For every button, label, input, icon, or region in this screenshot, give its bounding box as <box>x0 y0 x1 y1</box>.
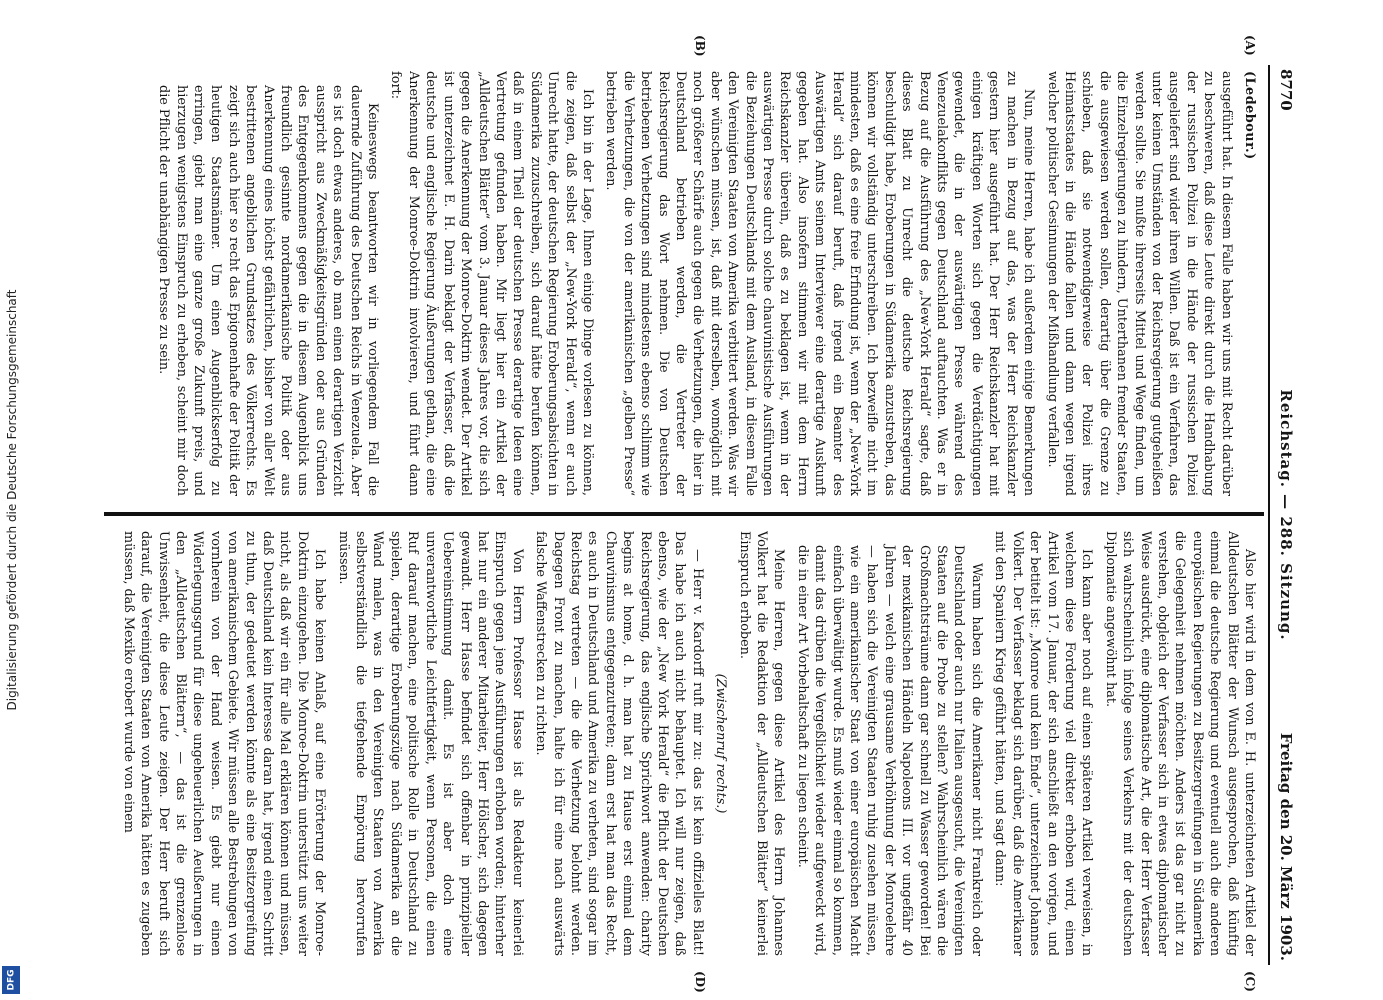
paragraph: ausgeführt hat. In diesem Falle haben wir uns mit Recht darüber zu beschweren, daß diese Leute direkt durch die Handhabung der russischen Polizei in die Hände der russischen Polizei ausgeliefert sind wider ihren Willen. Daß ist ein Verfahren, das unter keinen Umständen von der Reichsregierung gutgeheißen werden sollte. Sie mußte ihrerseits Mittel und Wege finden, um die Einzelregierungen zu hindern, Unterthanen fremder Staaten, die ausgewiesen werden sollen, derartig über die Grenze zu schieben, daß sie notwendigerweise der Polizei ihres Heimatsstaates in die Hände fallen und dann wegen irgend welcher politischer Gesinnungen der Mißhandlung verfallen. <box>1044 71 1234 496</box>
paragraph: Meine Herren, gegen diese Artikel des Herrn Johannes Volkert hat die Redaktion der „Alldeutschen Blätter“ keinerlei Einspruch erhoben. <box>736 531 787 956</box>
left-column <box>108 71 1258 496</box>
interjection: (Zwischenruf rechts.) <box>713 673 729 814</box>
paragraph: — Herr v. Kardorff ruft mir zu: das ist kein offizielles Blatt! Das habe ich auch nicht behauptet. Ich will nur zeigen, daß ebenso, wie der „New York Herald“ die Pflicht der Deutschen Reichsregierung, das englische Sprichwort anwenden: charity begins at home, d. h. man hat zu Hause erst einmal dem Chauvinismus entgegenzutreten; dann erst hat man das Recht, es auch in Deutschland und Amerika zu verheten, sind sogar im Reichstag vertreten — die die Verhetzung belohnt werden. Dagegen Front zu machen, halte ich für eine nach auswärts falsche Waffenstrecken zu richten. <box>533 531 705 956</box>
digitization-note: Digitalisierung gefördert durch die Deutsche Forschungsgemeinschaft <box>5 289 19 711</box>
page-number: 8770 <box>1277 69 1295 111</box>
paragraph: Von Herrn Professor Hasse ist als Redakteur keinerlei Einspruch gegen jene Ausführungen erhoben worden; hinterher hat nur ein anderer Mitarbeiter, Herr Hölscher, sich dagegen gewandt. Herr Hasse befindet sich offenbar in prinzipieller Uebereinstimmung damit. Es ist aber doch eine unverantwortliche Leichtfertigkeit, wenn Personen, die einen Ruf darauf machen, eine politische Rolle in Deutschland zu spielen, derartige Eroberungszüge nach Südamerika an die Wand malen, was in den Vereinigten Staaten von Amerika selbstverständlich die tiefgehende Empörung hervorrufen müssen. <box>335 531 525 956</box>
right-column <box>108 531 1258 956</box>
page-date: Freitag den 20. März 1903. <box>1277 732 1295 961</box>
scanned-page-area <box>78 35 1318 993</box>
margin-marker-c: (C) <box>1243 971 1257 992</box>
speaker-name: (Ledebour.) <box>1242 71 1257 160</box>
margin-marker-a: (A) <box>1243 35 1257 56</box>
quotation-paragraph: Keineswegs beantworten wir in vorliegendem Fall die dauernde Zuführung des Deutschen Reichs in Venezuela. Aber es ist doch etwas anderes, ob man einen derartigen Verzicht ausspricht aus Zweckmäßigkeitsgründen oder aus Gründen des Entgegenkommens gegen die in diesem Augenblick uns freundlich gesinnte nordamerikanische Politik oder aus Anerkennung eines höchst gefährlichen, bisher von aller Welt bestrittenen angeblichen Grundsatzes des Völkerrechts. Es zeigt sich auch hier so recht das Epigonenhafte der Politik der heutigen Staatsmänner. Um einen Augenblickserfolg zu erringen, giebt man eine ganze große Zukunft preis, und hierzugen wenigstens Einspruch zu erheben, scheint mir doch die Pflicht der unabhängigen Presse zu sein. <box>156 85 381 496</box>
dfg-logo-icon <box>2 966 20 994</box>
dfg-logo-label: DFG <box>6 969 17 991</box>
paragraph: Nun, meine Herren, habe ich außerdem einige Bemerkungen zu machen in Bezug auf das, was der Herr Reichskanzler gestern hier ausgeführt hat. Der Herr Reichskanzler hat mit einigen kräftigen Worten sich gegen die Verdächtigungen gewendet, die in der auswärtigen Presse während des Venezuelakonflikts gegen Deutschland auftauchten. Was er in Bezug auf die Ausführung des „New-York Herald“ sagte, daß dieses Blatt zu Unrecht die deutsche Reichsregierung beschuldigt habe, Eroberungen in Südamerika anzustreben, das können wir vollständig unterschreiben. Ich bezweifle nicht im mindesten, daß es eine freie Erfindung ist, wenn der „New-York Herald“ sich darauf beruft, daß irgend ein Beamter des Auswärtigen Amts seinem Interviewer eine derartige Auskunft gegeben hat. Also insofern stimmen wir mit dem Herrn Reichskanzler überein, daß es zu beklagen ist, wenn in der auswärtigen Presse durch solche chauvinistische Ausführungen die Beziehungen Deutschlands mit dem Ausland, in diesem Falle den Vereinigten Staaten von Amerika verbittert werden. Was wir aber wünschen müssen, ist, daß mit derselben, womöglich mit noch größerer Schärfe auch gegen die Verhetzungen, die hier in Deutschland betrieben werden, die Vertreter der Reichsregierung das Wort nehmen. Die von Deutschen betriebenen Verhetzungen sind mindestens ebenso schlimm wie die Verhetzungen, die von der amerikanischen „gelben Presse“ betrieben werden. <box>603 71 1037 496</box>
paragraph: Ich bin in der Lage, Ihnen einige Dinge vorlesen zu können, die zeigen, daß selbst der „New-York Herald“, wenn er auch Unrecht hatte, der deutschen Regierung Eroberungsabsichten in Südamerika zuzuschreiben, sich darauf hätte berufen können, daß in einem Theil der deutschen Presse derartige Ideen eine Vertretung gefunden haben. Mir liegt hier ein Artikel der „Alldeutschen Blätter“ vom 3. Januar dieses Jahres vor, die sich gegen die Anerkennung der Monroe-Doktrin wendet. Der Artikel ist unterzeichnet E. H. Darin beklagt der Verfasser, daß die deutsche und englische Regierung Äußerungen gethan, die eine Anerkennung der Monroe-Doktrin involvieren, und führt dann fort: <box>388 71 595 496</box>
margin-marker-d: (D) <box>693 971 707 993</box>
digitization-sidebar <box>0 0 24 1000</box>
quotation-paragraph: Warum haben sich die Amerikaner nicht Frankreich oder Deutschland oder auch nur Italien ausgesucht, die Vereinigten Staaten auf die Probe zu stellen? Wahrscheinlich wären die Großmachtsträume dann gar schnell zu Wasser geworden! Bei der mexikanischen Händeln Napoleons III. vor ungefähr 40 Jahren — welch eine grausame Verhöhnung der Monroelehre — haben sich die Vereinigten Staaten ruhig zusehen müssen, wie ein amerikanischer Staat von einer europäischen Macht einfach überwältigt wurde. Es muß wieder einmal so kommen, damit das drüben die Vergeßlichkeit wieder aufgeweckt wird, die in einer Art Vorbehaltschaft zu liegen scheint. <box>794 545 984 956</box>
paragraph: Ich kann aber noch auf einen späteren Artikel verweisen, in welchem diese Forderung viel direkter erhoben wird, einen Artikel vom 17. Januar, der sich anschließt an den vorigen, und der betitelt ist: „Monroe und kein Ende“, unterzeichnet Johannes Volkert. Der Verfasser beklagt sich darüber, daß die Amerikaner mit den Spaniern Krieg geführt hätten, und sagt dann: <box>992 531 1095 956</box>
page-header <box>1268 65 1298 965</box>
paragraph: Also hier wird in dem von E. H. unterzeichneten Artikel der Alldeutschen Blätter der Wunsch ausgesprochen, daß künftig einmal die deutsche Regierung und eventuell auch die anderen europäischen Regierungen zu Besitzergreifungen in Südamerika die Gelegenheit nehmen möchten. Anders ist das gar nicht zu verstehen, obgleich der Verfasser sich in etwas diplomatischer Weise ausdrückt, eine diplomatische Art, die der Herr Verfasser sich wahrscheinlich infolge seines Verkehrs mit der deutschen Diplomatie angewöhnt hat. <box>1102 531 1257 956</box>
margin-marker-b: (B) <box>693 35 707 57</box>
page-title: Reichstag. — 288. Sitzung. <box>1277 389 1295 641</box>
newspaper-page <box>98 35 1298 993</box>
paragraph: Ich habe keinen Anlaß, auf eine Erörterung der Monroe-Doktrin einzugehen. Die Monroe-Doktrin unterstützt uns weiter nicht, als daß wir ein für alle Mal erklären können und müssen, daß Deutschland kein Interesse daran hat, irgend einen Schritt zu thun, der gedeutet werden könnte als eine Besitzergreifung von amerikanischem Gebiete. Wir müssen alle Bestrebungen von vornherein von der Hand weisen. Es giebt nur einen Widerlegungsgrund für diese ungeheuerlichen Aeußerungen in den „Alldeutschen Blättern“, — das ist die grenzenlose Unwissenheit, die diese Leute zeigen. Der Herr beruft sich darauf, die Vereinigten Staaten von Amerika hätten es zugeben müssen, daß Mexiko erobert wurde von einem <box>120 531 328 956</box>
column-divider <box>104 512 1264 516</box>
